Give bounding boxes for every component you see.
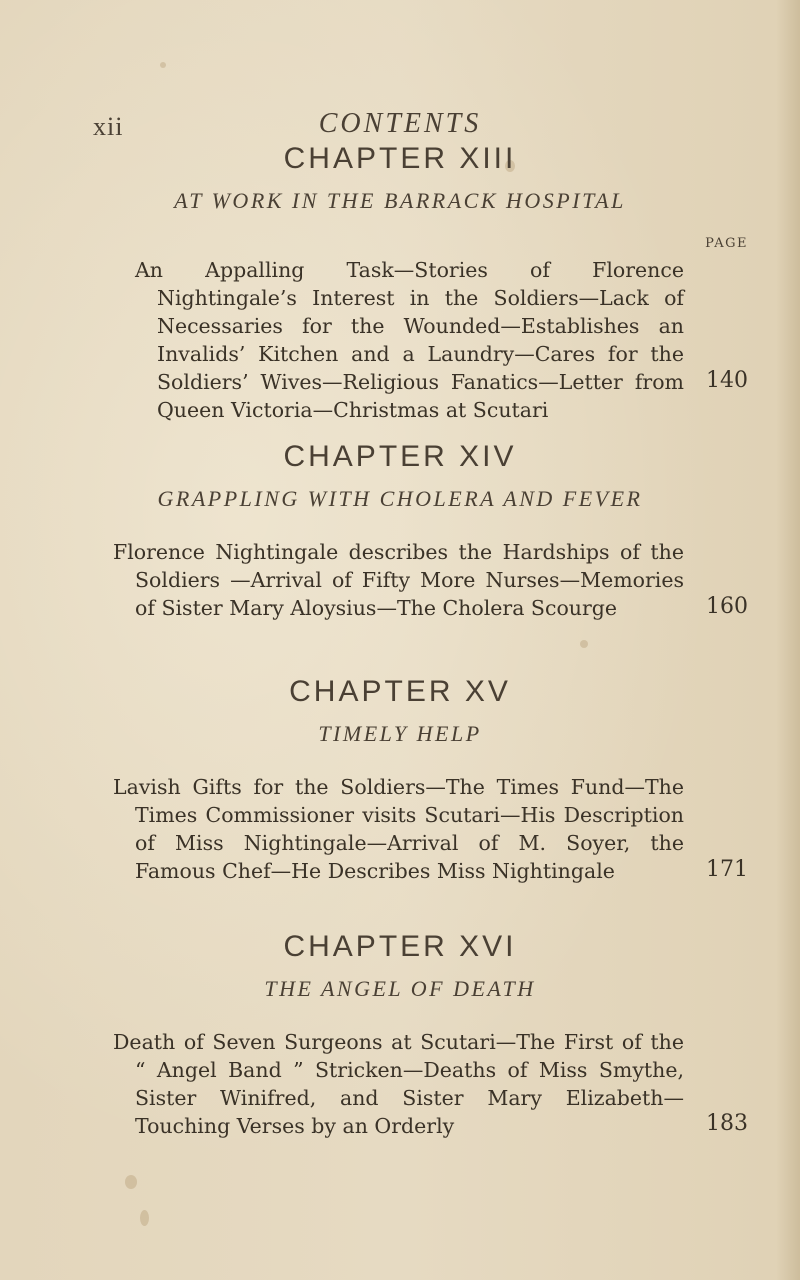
summary-text: Florence Nightingale describes the Hardships of the Soldiers —Arrival of Fifty More Nurses—Memories of Sister Mary Aloysius—The Cholera Scourge bbox=[113, 540, 684, 620]
chapter-label: CHAPTER XIII bbox=[283, 142, 517, 175]
page-reference[interactable]: 183 bbox=[706, 1111, 748, 1136]
chapter-label: CHAPTER XV bbox=[289, 675, 511, 708]
chapter-summary bbox=[135, 256, 684, 424]
chapter-summary bbox=[113, 538, 684, 622]
page-reference[interactable]: 140 bbox=[706, 368, 748, 393]
summary-text: An Appalling Task—Stories of Florence Nightingale’s Interest in the Soldiers—Lack of Necessaries for the Wounded—Establishes an Invalids’ Kitchen and a Laundry—Cares for the Soldiers’ Wives—Religious Fanatics—Letter from Queen Victoria—Christmas at Scutari bbox=[135, 258, 684, 422]
chapter-summary bbox=[113, 1028, 684, 1140]
page-number: xii bbox=[93, 112, 124, 141]
chapter-label: CHAPTER XIV bbox=[283, 440, 517, 473]
chapter-title: THE ANGEL OF DEATH bbox=[264, 976, 536, 1001]
page-reference[interactable]: 171 bbox=[706, 857, 748, 882]
page-column-label: PAGE bbox=[705, 236, 748, 251]
chapter-title: AT WORK IN THE BARRACK HOSPITAL bbox=[174, 188, 626, 213]
chapter-label: CHAPTER XVI bbox=[283, 930, 517, 963]
chapter-heading bbox=[80, 142, 720, 214]
chapter-title: GRAPPLING WITH CHOLERA AND FEVER bbox=[157, 486, 643, 511]
page-reference[interactable]: 160 bbox=[706, 594, 748, 619]
summary-text: Death of Seven Surgeons at Scutari—The First of the “ Angel Band ” Stricken—Deaths of Miss Smythe, Sister Winifred, and Sister Mary Elizabeth—Touching Verses by an Orderly bbox=[113, 1030, 684, 1138]
chapter-heading bbox=[80, 675, 720, 747]
chapter-heading bbox=[80, 930, 720, 1002]
running-head: CONTENTS bbox=[318, 108, 482, 139]
chapter-summary bbox=[113, 773, 684, 885]
chapter-heading bbox=[80, 440, 720, 512]
chapter-title: TIMELY HELP bbox=[318, 721, 482, 746]
summary-text: Lavish Gifts for the Soldiers—The Times Fund—The Times Commissioner visits Scutari—His Description of Miss Nightingale—Arrival of M. Soyer, the Famous Chef—He Describes Miss Nightingale bbox=[113, 775, 684, 883]
